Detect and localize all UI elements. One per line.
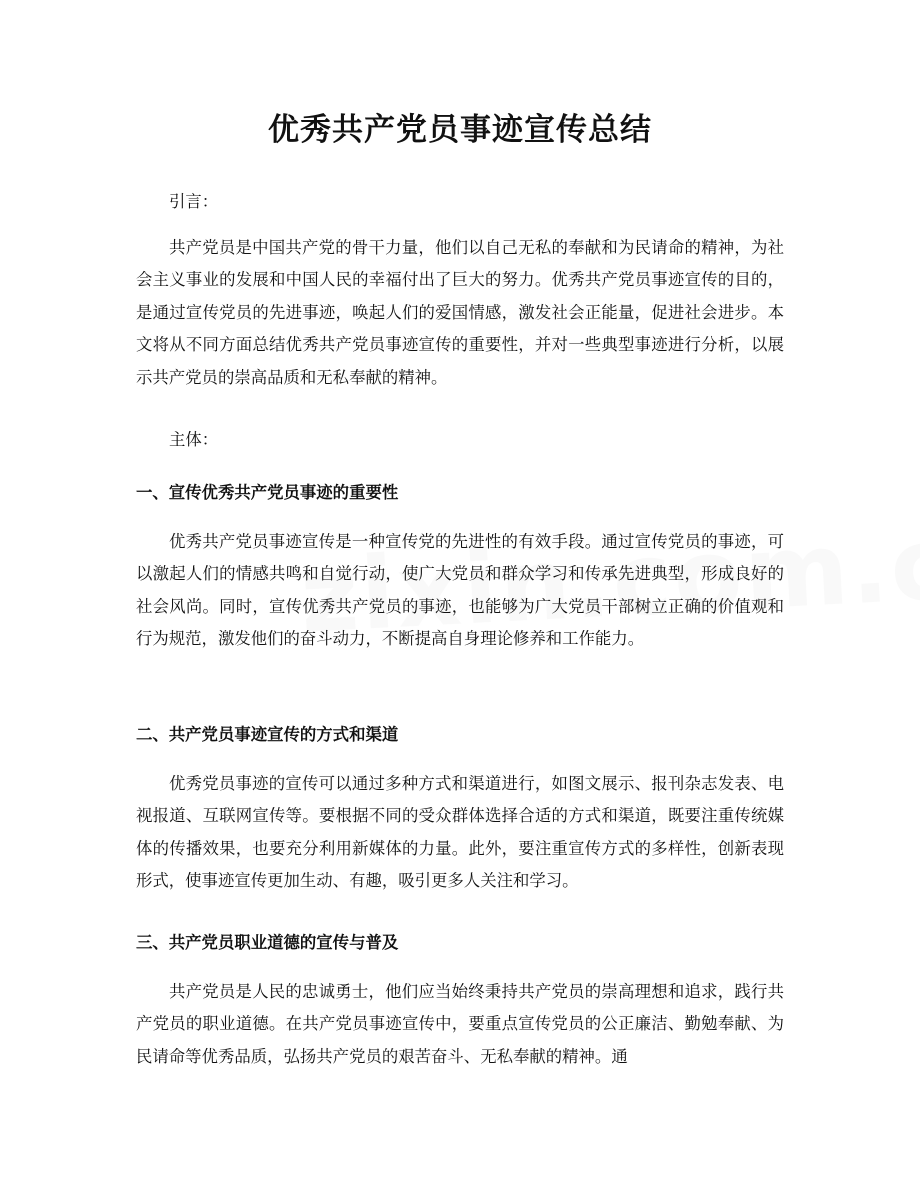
body-label: 主体： bbox=[169, 430, 219, 449]
section-1-heading: 一、宣传优秀共产党员事迹的重要性 bbox=[136, 483, 399, 502]
section-3-paragraph: 共产党员是人民的忠诚勇士，他们应当始终秉持共产党员的崇高理想和追求，践行共产党员的职业道德。在共产党员事迹宣传中，要重点宣传党员的公正廉洁、勤勉奉献、为民请命等优秀品质，弘扬共产党员的艰苦奋斗、无私奉献的精神。通 bbox=[136, 982, 784, 1066]
section-2-heading: 二、共产党员事迹宣传的方式和渠道 bbox=[136, 725, 399, 744]
section-1-paragraph: 优秀共产党员事迹宣传是一种宣传党的先进性的有效手段。通过宣传党员的事迹，可以激起人们的情感共鸣和自觉行动，使广大党员和群众学习和传承先进典型，形成良好的社会风尚。同时，宣传优秀共产党员的事迹，也能够为广大党员干部树立正确的价值观和行为规范，激发他们的奋斗动力，不断提高自身理论修养和工作能力。 bbox=[136, 532, 784, 649]
document-title: 优秀共产党员事迹宣传总结 bbox=[268, 112, 652, 148]
intro-paragraph: 共产党员是中国共产党的骨干力量，他们以自己无私的奉献和为民请命的精神，为社会主义事业的发展和中国人民的幸福付出了巨大的努力。优秀共产党员事迹宣传的目的，是通过宣传党员的先进事迹，唤起人们的爱国情感，激发社会正能量，促进社会进步。本文将从不同方面总结优秀共产党员事迹宣传的重要性，并对一些典型事迹进行分析，以展示共产党员的崇高品质和无私奉献的精神。 bbox=[136, 238, 784, 387]
section-3-heading: 三、共产党员职业道德的宣传与普及 bbox=[136, 933, 399, 952]
intro-label: 引言： bbox=[169, 192, 219, 211]
section-2-paragraph: 优秀党员事迹的宣传可以通过多种方式和渠道进行，如图文展示、报刊杂志发表、电视报道、互联网宣传等。要根据不同的受众群体选择合适的方式和渠道，既要注重传统媒体的传播效果，也要充分利用新媒体的力量。此外，要注重宣传方式的多样性，创新表现形式，使事迹宣传更加生动、有趣，吸引更多人关注和学习。 bbox=[136, 774, 784, 891]
